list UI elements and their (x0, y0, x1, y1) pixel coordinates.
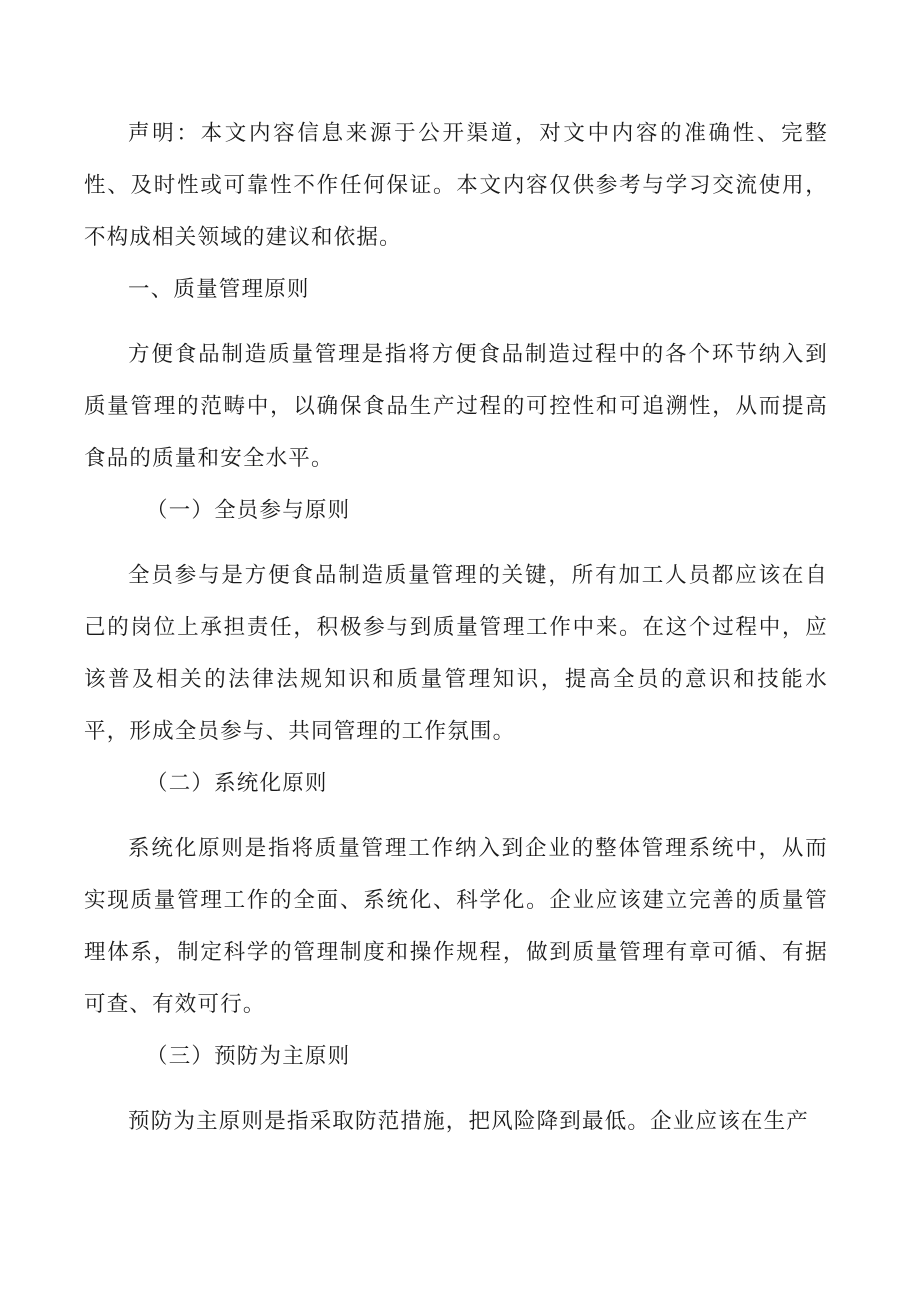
systematization-paragraph: 系统化原则是指将质量管理工作纳入到企业的整体管理系统中，从而实现质量管理工作的全面、系统化、科学化。企业应该建立完善的质量管理体系，制定科学的管理制度和操作规程，做到质量管理有章可循、有据可查、有效可行。 (84, 836, 828, 1017)
subsection-heading-systematization: （二）系统化原则 (146, 771, 328, 796)
disclaimer-paragraph: 声明：本文内容信息来源于公开渠道，对文中内容的准确性、完整性、及时性或可靠性不作任何保证。本文内容仅供参考与学习交流使用，不构成相关领域的建议和依据。 (84, 121, 828, 250)
full-participation-paragraph: 全员参与是方便食品制造质量管理的关键，所有加工人员都应该在自己的岗位上承担责任，积极参与到质量管理工作中来。在这个过程中，应该普及相关的法律法规知识和质量管理知识，提高全员的意识和技能水平，形成全员参与、共同管理的工作氛围。 (84, 563, 828, 744)
section-heading-quality-principles: 一、质量管理原则 (128, 277, 310, 302)
subsection-heading-full-participation: （一）全员参与原则 (146, 498, 351, 523)
prevention-first-paragraph: 预防为主原则是指采取防范措施，把风险降到最低。企业应该在生产 (128, 1109, 810, 1134)
subsection-heading-prevention-first: （三）预防为主原则 (146, 1044, 351, 1069)
quality-management-intro-paragraph: 方便食品制造质量管理是指将方便食品制造过程中的各个环节纳入到质量管理的范畴中，以确保食品生产过程的可控性和可追溯性，从而提高食品的质量和安全水平。 (84, 342, 828, 471)
